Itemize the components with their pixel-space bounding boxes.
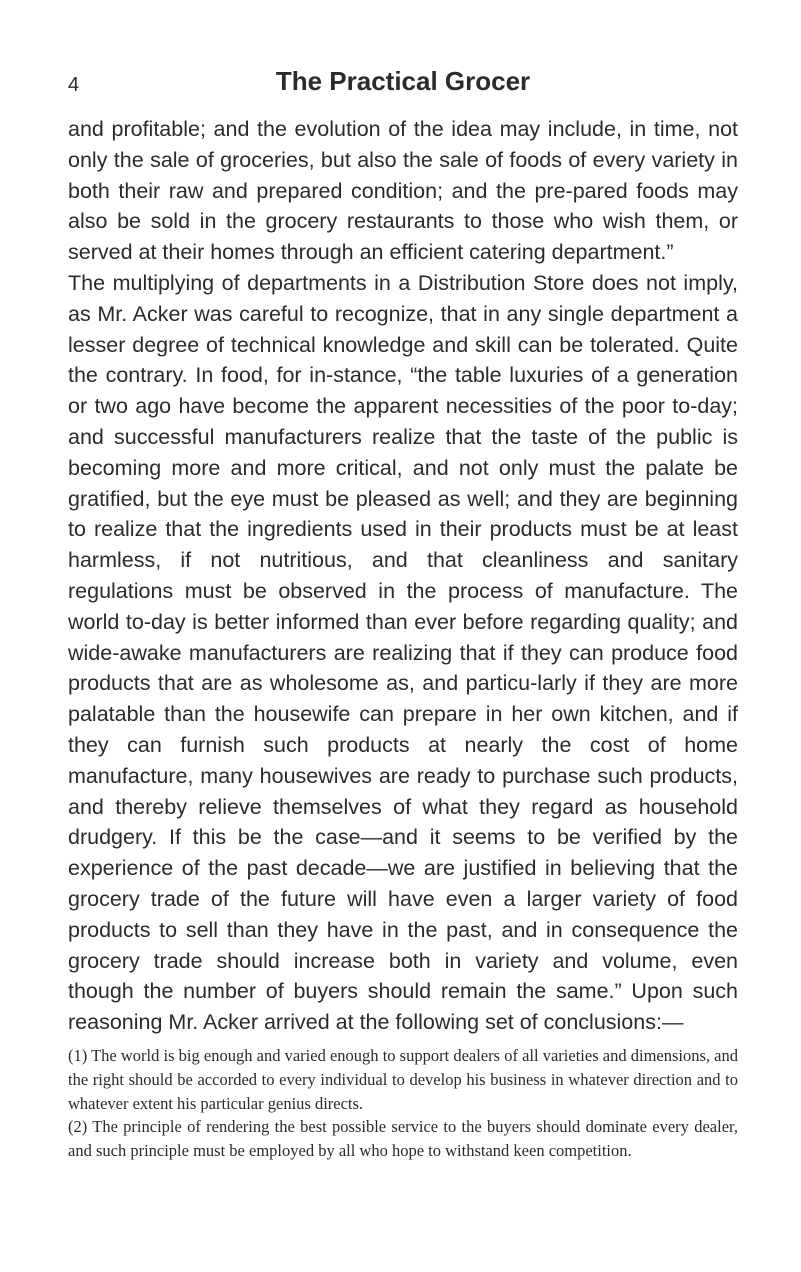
page-header bbox=[68, 66, 738, 106]
paragraph: The multiplying of departments in a Distribution Store does not imply, as Mr. Acker was careful to recognize, that in any single department a lesser degree of technical knowledge and skill can be tolerated. Quite the contrary. In food, for in-stance, “the table luxuries of a generation or two ago have become the apparent necessities of the poor to-day; and successful manufacturers realize that the taste of the public is becoming more and more critical, and not only must the palate be gratified, but the eye must be pleased as well; and they are beginning to realize that the ingredients used in their products must be at least harmless, if not nutritious, and that cleanliness and sanitary regulations must be observed in the process of manufacture. The world to-day is better informed than ever before regarding quality; and wide-awake manufacturers are realizing that if they can produce food products that are as wholesome as, and particu-larly if they are more palatable than the housewife can prepare in her own kitchen, and if they can furnish such products at nearly the cost of home manufacture, many housewives are ready to purchase such products, and thereby relieve themselves of what they regard as household drudgery. If this be the case—and it seems to be verified by the experience of the past decade—we are justified in believing that the grocery trade of the future will have even a larger variety of food products to sell than they have in the past, and in consequence the grocery trade should increase both in variety and volume, even though the number of buyers should remain the same.” Upon such reasoning Mr. Acker arrived at the following set of conclusions:— bbox=[68, 270, 738, 1035]
paragraph: and profitable; and the evolution of the idea may include, in time, not only the sale of groceries, but also the sale of foods of every variety in both their raw and prepared condition; and the pre-pared foods may also be sold in the grocery restaurants to those who wish them, or served at their homes through an efficient catering department.” bbox=[68, 117, 738, 265]
conclusion-item: (2) The principle of rendering the best possible service to the buyers should dominate every dealer, and such principle must be employed by all who hope to withstand keen competition. bbox=[68, 1117, 738, 1161]
conclusion-item: (1) The world is big enough and varied enough to support dealers of all varieties and dimensions, and the right should be accorded to every individual to develop his business in whatever direction and to whatever extent his particular genius directs. bbox=[68, 1046, 738, 1113]
body-text bbox=[68, 114, 738, 1038]
page-number: 4 bbox=[68, 74, 80, 96]
conclusions-list bbox=[68, 1044, 738, 1163]
running-head: The Practical Grocer bbox=[275, 66, 531, 96]
